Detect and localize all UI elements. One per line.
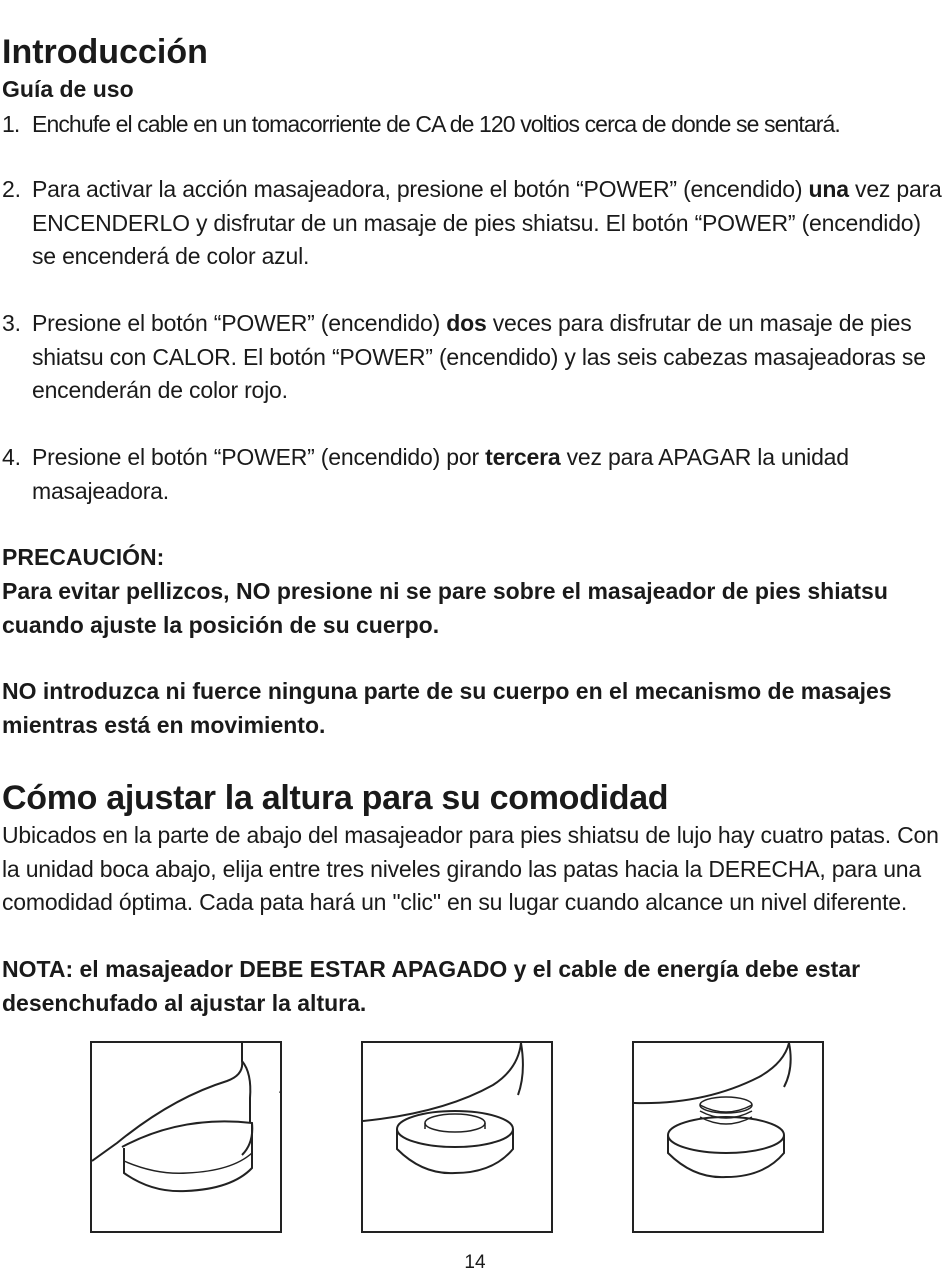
step-text: Presione el botón “POWER” (encendido) por tercera vez para APAGAR la unidad masajeadora. — [32, 444, 849, 504]
step-text: Presione el botón “POWER” (encendido) dos veces para disfrutar de un masaje de pies shiatsu con CALOR. El botón “POWER” (encendido) y las seis cabezas masajeadoras se encenderán de color rojo. — [32, 310, 926, 403]
emphasis: dos — [446, 310, 487, 336]
note-text: NOTA: el masajeador DEBE ESTAR APAGADO y el cable de energía debe estar desenchufado al ajustar la altura. — [2, 956, 861, 1016]
list-item — [2, 173, 947, 274]
page-title: Introducción — [2, 33, 208, 71]
list-item — [2, 441, 927, 508]
list-item — [2, 108, 950, 142]
leg-level-2-illustration — [361, 1041, 553, 1233]
emphasis: tercera — [485, 444, 561, 470]
caution-text: Para evitar pellizcos, NO presione ni se pare sobre el masajeador de pies shiatsu cuando ajuste la posición de su cuerpo. — [2, 578, 888, 638]
leg-level-3-illustration — [632, 1041, 824, 1233]
list-item — [2, 307, 937, 408]
section-title: Cómo ajustar la altura para su comodidad — [2, 779, 669, 817]
leg-mid-drawing — [363, 1043, 551, 1231]
page-number: 14 — [464, 1252, 486, 1273]
caution-text: NO introduzca ni fuerce ninguna parte de su cuerpo en el mecanismo de masajes mientras está en movimiento. — [2, 678, 892, 738]
step-number: 3. — [2, 310, 21, 336]
step-number: 4. — [2, 444, 21, 470]
emphasis: una — [808, 176, 849, 202]
leg-level-1-illustration — [90, 1041, 282, 1233]
caution-heading: PRECAUCIÓN: — [2, 544, 165, 570]
section-body: Ubicados en la parte de abajo del masajeador para pies shiatsu de lujo hay cuatro patas. Con la unidad boca abajo, elija entre tres niveles girando las patas hacia la DERECHA, para una comodidad óptima. Cada pata hará un "clic" en su lugar cuando alcance un nivel diferente. — [2, 822, 939, 915]
leg-retracted-drawing — [92, 1043, 280, 1231]
step-number: 1. — [2, 111, 20, 137]
section-subtitle: Guía de uso — [2, 76, 134, 102]
step-number: 2. — [2, 176, 21, 202]
step-text: Enchufe el cable en un tomacorriente de CA de 120 voltios cerca de donde se sentará. — [32, 111, 840, 137]
leg-extended-drawing — [634, 1043, 822, 1231]
step-text: Para activar la acción masajeadora, presione el botón “POWER” (encendido) una vez para ENCENDERLO y disfrutar de un masaje de pies shiatsu. El botón “POWER” (encendido) se encenderá de color azul. — [32, 176, 942, 269]
